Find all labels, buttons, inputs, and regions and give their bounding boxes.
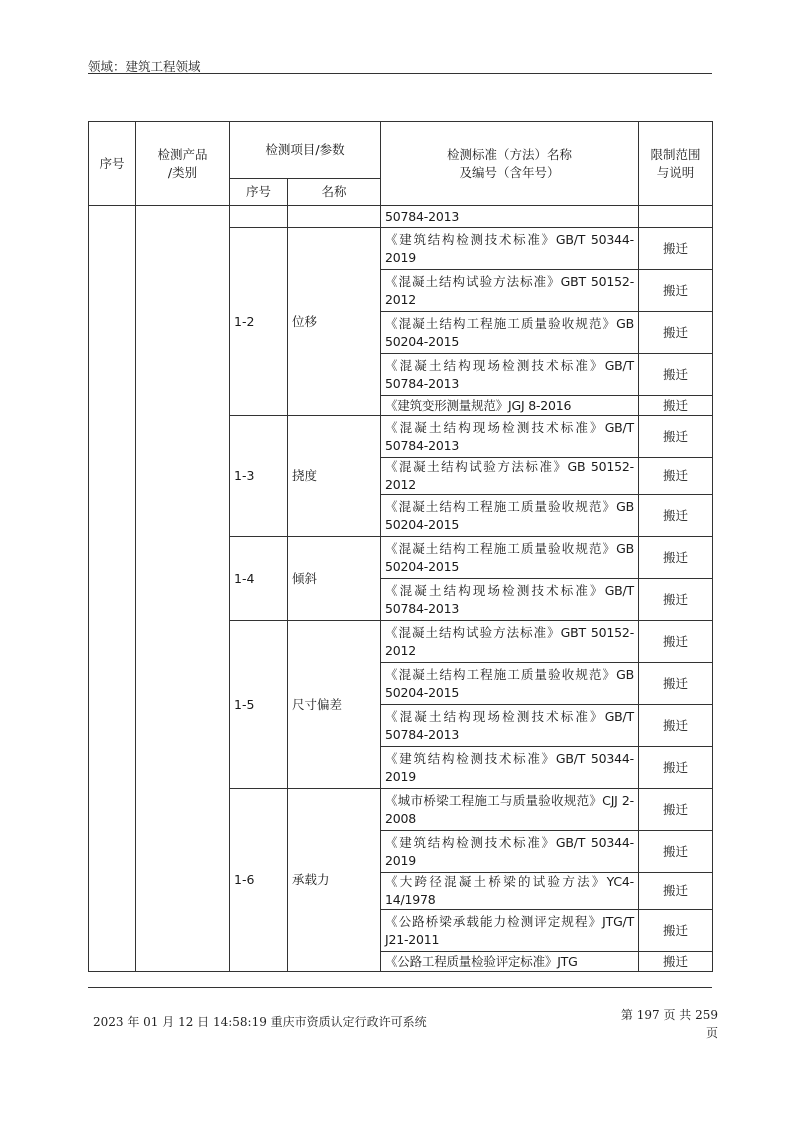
limit-cell: 搬迁 bbox=[639, 831, 713, 873]
limit-cell: 搬迁 bbox=[639, 537, 713, 579]
seq-cell bbox=[89, 206, 136, 972]
item-seq-cell bbox=[230, 206, 288, 228]
product-cell bbox=[136, 206, 230, 972]
limit-cell: 搬迁 bbox=[639, 495, 713, 537]
item-code: 1-3 bbox=[230, 416, 288, 537]
header-item-name: 名称 bbox=[288, 179, 381, 206]
header-item-group: 检测项目/参数 bbox=[230, 122, 381, 179]
limit-cell: 搬迁 bbox=[639, 873, 713, 910]
header-rule bbox=[88, 73, 712, 74]
standard-cell: 《混凝土结构现场检测技术标准》GB/T 50784-2013 bbox=[381, 416, 639, 458]
header-product: 检测产品 /类别 bbox=[136, 122, 230, 206]
limit-cell: 搬迁 bbox=[639, 621, 713, 663]
limit-cell: 搬迁 bbox=[639, 312, 713, 354]
standard-cell: 《混凝土结构工程施工质量验收规范》GB 50204-2015 bbox=[381, 495, 639, 537]
standard-cell: 《大跨径混凝土桥梁的试验方法》YC4-14/1978 bbox=[381, 873, 639, 910]
header-limit: 限制范围 与说明 bbox=[639, 122, 713, 206]
limit-cell: 搬迁 bbox=[639, 910, 713, 952]
item-code: 1-2 bbox=[230, 228, 288, 416]
limit-cell: 搬迁 bbox=[639, 663, 713, 705]
standard-cell: 《混凝土结构工程施工质量验收规范》GB 50204-2015 bbox=[381, 663, 639, 705]
standard-cell: 《混凝土结构工程施工质量验收规范》GB 50204-2015 bbox=[381, 312, 639, 354]
standard-cell: 《混凝土结构试验方法标准》GB 50152-2012 bbox=[381, 458, 639, 495]
limit-cell: 搬迁 bbox=[639, 747, 713, 789]
standard-cell: 《公路工程质量检验评定标准》JTG bbox=[381, 952, 639, 972]
limit-cell: 搬迁 bbox=[639, 789, 713, 831]
limit-cell: 搬迁 bbox=[639, 705, 713, 747]
item-name: 挠度 bbox=[288, 416, 381, 537]
limit-cell: 搬迁 bbox=[639, 396, 713, 416]
footer-timestamp: 2023 年 01 月 12 日 14:58:19 重庆市资质认定行政许可系统 bbox=[93, 1015, 427, 1029]
limit-cell: 搬迁 bbox=[639, 458, 713, 495]
domain-label: 领域：建筑工程领域 bbox=[88, 59, 201, 74]
standard-cell: 《混凝土结构试验方法标准》GBT 50152-2012 bbox=[381, 270, 639, 312]
header-item-seq: 序号 bbox=[230, 179, 288, 206]
item-name: 位移 bbox=[288, 228, 381, 416]
header-standard: 检测标准（方法）名称 及编号（含年号） bbox=[381, 122, 639, 206]
header-seq: 序号 bbox=[89, 122, 136, 206]
standard-cell: 《混凝土结构工程施工质量验收规范》GB 50204-2015 bbox=[381, 537, 639, 579]
limit-cell bbox=[639, 206, 713, 228]
table-row bbox=[89, 206, 713, 228]
item-name: 倾斜 bbox=[288, 537, 381, 621]
standard-cell: 50784-2013 bbox=[381, 206, 639, 228]
limit-cell: 搬迁 bbox=[639, 354, 713, 396]
limit-cell: 搬迁 bbox=[639, 416, 713, 458]
limit-cell: 搬迁 bbox=[639, 228, 713, 270]
standard-cell: 《混凝土结构现场检测技术标准》GB/T 50784-2013 bbox=[381, 579, 639, 621]
item-name-cell bbox=[288, 206, 381, 228]
standard-cell: 《建筑结构检测技术标准》GB/T 50344-2019 bbox=[381, 747, 639, 789]
inspection-table bbox=[88, 121, 713, 972]
limit-cell: 搬迁 bbox=[639, 952, 713, 972]
standard-cell: 《城市桥梁工程施工与质量验收规范》CJJ 2-2008 bbox=[381, 789, 639, 831]
footer-page-info: 第 197 页 共 259 页 bbox=[620, 1008, 718, 1040]
item-code: 1-6 bbox=[230, 789, 288, 972]
standard-cell: 《混凝土结构试验方法标准》GBT 50152-2012 bbox=[381, 621, 639, 663]
item-name: 尺寸偏差 bbox=[288, 621, 381, 789]
standard-cell: 《混凝土结构现场检测技术标准》GB/T 50784-2013 bbox=[381, 705, 639, 747]
standard-cell: 《建筑结构检测技术标准》GB/T 50344-2019 bbox=[381, 228, 639, 270]
item-code: 1-4 bbox=[230, 537, 288, 621]
item-name: 承载力 bbox=[288, 789, 381, 972]
footer-rule bbox=[88, 987, 712, 988]
limit-cell: 搬迁 bbox=[639, 579, 713, 621]
standard-cell: 《建筑变形测量规范》JGJ 8-2016 bbox=[381, 396, 639, 416]
item-code: 1-5 bbox=[230, 621, 288, 789]
limit-cell: 搬迁 bbox=[639, 270, 713, 312]
standard-cell: 《公路桥梁承载能力检测评定规程》JTG/T J21-2011 bbox=[381, 910, 639, 952]
standard-cell: 《建筑结构检测技术标准》GB/T 50344-2019 bbox=[381, 831, 639, 873]
standard-cell: 《混凝土结构现场检测技术标准》GB/T 50784-2013 bbox=[381, 354, 639, 396]
